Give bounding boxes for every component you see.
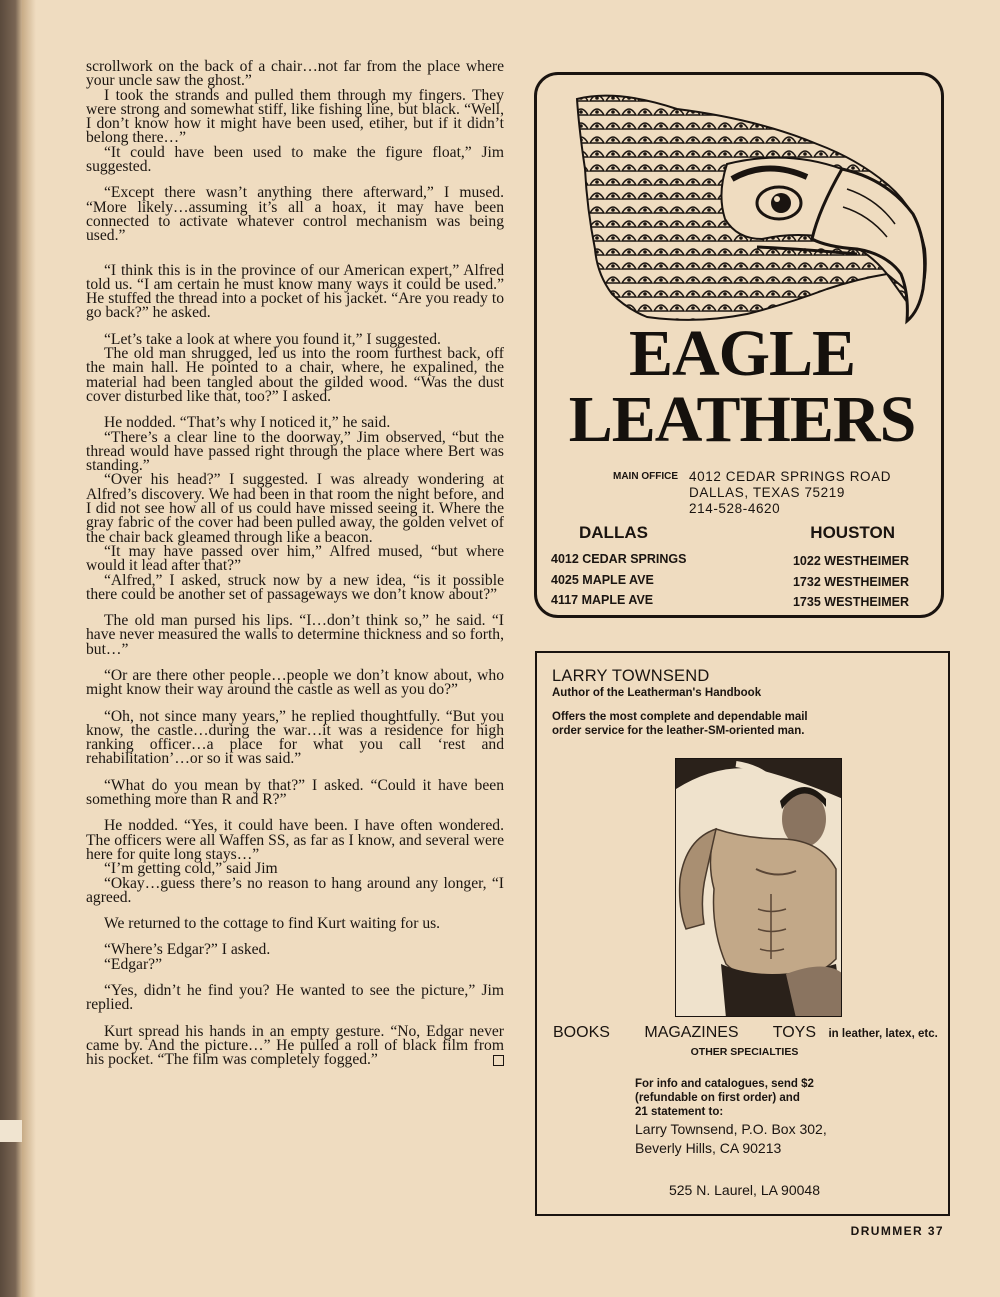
offer-text: Offers the most complete and dependable mail order service for the leather-SM-oriented man. [552, 711, 808, 737]
main-office-address [689, 469, 891, 517]
article-paragraph: “There’s a clear line to the doorway,” Jim observed, “but the thread would have passed right through the place where Bert was standing.” [86, 428, 504, 475]
article-paragraph: “Over his head?” I suggested. I was already wondering at Alfred’s discovery. We had been in that room the night before, and I did not see how all of us could have missed seeing it. Where the gray fabric of the cover had been pulled away, the golden velvet of the chair back gleamed through like a beacon. [86, 471, 504, 546]
address-line: Larry Townsend, P.O. Box 302, [635, 1121, 827, 1137]
categories-suffix: in leather, latex, etc. [828, 1028, 938, 1040]
page-folio: DRUMMER 37 [850, 1224, 944, 1238]
catalogue-info [635, 1077, 814, 1119]
article-paragraph-text: Kurt spread his hands in an empty gesture. “No, Edgar never came by. And the picture…” He pulled a roll of black film from his pocket. “The film was completely fogged.” [86, 1022, 504, 1069]
city-houston: HOUSTON [810, 523, 895, 542]
article-paragraph: I took the strands and pulled them through my fingers. They were strong and somewhat stiff, like fishing line, but black. “Well, I don’t know how it might have been used, etiher, but if it didn’t belong there…” [86, 86, 504, 147]
advertiser-subtitle: Author of the Leatherman's Handbook [552, 687, 762, 699]
article-paragraph: We returned to the cottage to find Kurt waiting for us. [104, 915, 441, 933]
article-paragraph: He nodded. “Yes, it could have been. I have often wondered. The officers were all Waffen SS, as far as I know, and several were here for quite long stays…” [86, 817, 504, 863]
article-paragraph: “I think this is in the province of our American expert,” Alfred told us. “I am certain he must know many ways it could be used.” He stuffed the thread into a pocket of his jacket. “Are you ready to go back?” he asked. [86, 261, 504, 322]
article-paragraph: “Except there wasn’t anything there afterward,” I mused. “More likely…assuming it’s all a hoax, it may have been connected to activate whatever control mechanism was being used.” [86, 184, 504, 245]
magazine-spine [0, 0, 22, 1297]
article-paragraph: “It could have been used to make the figure float,” Jim suggested. [86, 143, 504, 176]
category-toys: TOYS [772, 1024, 817, 1041]
location: 4117 MAPLE AVE [551, 593, 654, 607]
page-gutter [22, 0, 36, 1297]
article-paragraph: “It may have passed over him,” Alfred mused, “but where would it lead after that?” [86, 542, 504, 575]
other-specialties: OTHER SPECIALTIES [690, 1046, 799, 1058]
larry-townsend-ad [535, 651, 950, 1216]
article-paragraph: “Oh, not since many years,” he replied thoughtfully. “But you know, the castle…during the war…it was a residence for high ranking officer…a place for what you call ‘rest and rehabilitation’…or so it was said.” [86, 707, 504, 768]
city-dallas: DALLAS [579, 523, 648, 542]
location: 4025 MAPLE AVE [551, 572, 654, 587]
article-paragraph: “I’m getting cold,” said Jim [104, 860, 278, 878]
main-office-label: MAIN OFFICE [613, 471, 678, 482]
spine-stripe [0, 1120, 22, 1142]
article-paragraph: He nodded. “That’s why I noticed it,” he said. [104, 414, 391, 432]
info-line: For info and catalogues, send $2 [635, 1078, 814, 1090]
houston-locations [793, 551, 909, 613]
address-line: Beverly Hills, CA 90213 [635, 1140, 782, 1156]
article-paragraph: “What do you mean by that?” I asked. “Could it have been something more than R and R?” [86, 776, 504, 809]
location: 1735 WESTHEIMER [792, 595, 909, 609]
category-books: BOOKS [553, 1024, 610, 1041]
article-paragraph: “Or are there other people…people we don’t know about, who might know their way around the castle as well as you do?” [86, 666, 504, 699]
info-line: 21 statement to: [635, 1106, 724, 1118]
category-magazines: MAGAZINES [644, 1024, 739, 1041]
brand-name-line1: EAGLE [628, 317, 856, 390]
article-paragraph: “Okay…guess there’s no reason to hang around any longer, “I agreed. [86, 874, 504, 906]
location: 1732 WESTHEIMER [792, 574, 909, 589]
article-paragraph: “Where’s Edgar?” I asked. [104, 941, 271, 959]
article-paragraph: “Yes, didn’t he find you? He wanted to see the picture,” Jim replied. [86, 982, 504, 1014]
phone-number: 214-528-4620 [689, 501, 781, 516]
eagle-leathers-ad [534, 72, 944, 618]
store-address: 525 N. Laurel, LA 90048 [668, 1182, 820, 1198]
location: 1022 WESTHEIMER [792, 554, 909, 568]
address-line: 4012 CEDAR SPRINGS ROAD [689, 469, 892, 484]
address-line: DALLAS, TEXAS 75219 [689, 485, 845, 500]
brand-name-line2: LEATHERS [568, 383, 916, 456]
article-paragraph: “Let’s take a look at where you found it,” I suggested. [104, 330, 441, 348]
article-paragraph: The old man shrugged, led us into the room furthest back, off the main hall. He pointed to a chair, where, he expalined, the material had been tangled about the gilded wood. “Was the dust cover disturbed like that, too?” I asked. [86, 345, 504, 405]
article-paragraph [86, 1022, 504, 1069]
end-of-story-mark [493, 1055, 504, 1066]
advertiser-name: LARRY TOWNSEND [552, 667, 710, 685]
article-paragraph: The old man pursed his lips. “I…don’t think so,” he said. “I have never measured the walls to determine thickness and so forth, but…” [86, 612, 504, 658]
dallas-locations [551, 549, 686, 611]
male-figure-icon [675, 758, 842, 1017]
article-column [86, 60, 504, 1068]
mail-address [635, 1120, 827, 1158]
product-categories [553, 1024, 938, 1042]
info-line: (refundable on first order) and [635, 1092, 800, 1104]
article-paragraph: scrollwork on the back of a chair…not far from the place where your uncle saw the ghost.” [86, 58, 504, 90]
article-paragraph: “Edgar?” [104, 955, 162, 973]
article-paragraph: “Alfred,” I asked, struck now by a new idea, “is it possible there could be another set of passageways we don’t know about?” [86, 571, 504, 603]
location: 4012 CEDAR SPRINGS [551, 552, 687, 566]
